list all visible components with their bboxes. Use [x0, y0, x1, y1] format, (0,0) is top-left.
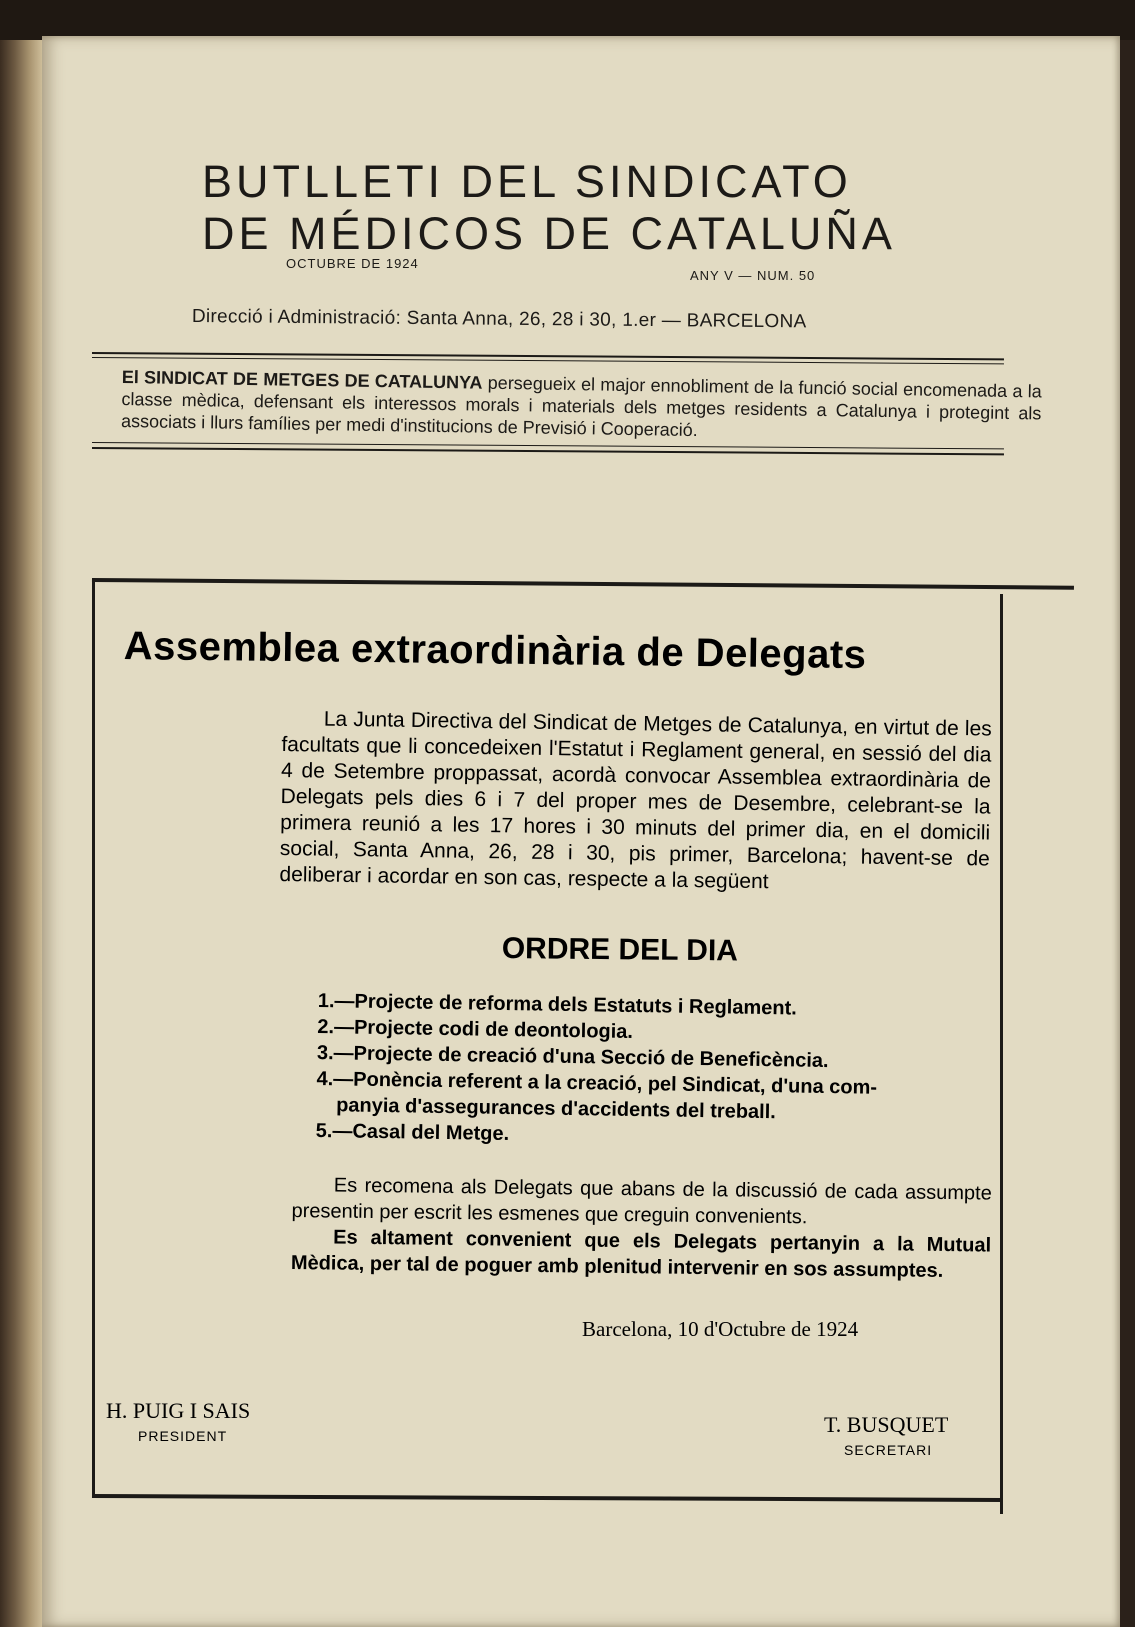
secretary-role: SECRETARI: [844, 1442, 933, 1458]
note-mutual: Es altament convenient que els Delegats pertanyin a la Mutual Mèdica, per tal de poguer amb plenitud intervenir en sos assumptes.: [290, 1226, 992, 1282]
notice-heading: Assemblea extraordinària de Delegats: [123, 624, 867, 678]
issue-date: OCTUBRE DE 1924: [286, 256, 419, 271]
mission-text: persegueix el major ennobliment de la funció social encomenada a la classe mèdica, defensant els interessos morals i materials dels metges residents a Catalunya i protegint als associats i llurs famílies per medi d'institucions de Previsió i Cooperació.: [120, 372, 1042, 441]
issue-number: ANY V — NUM. 50: [690, 268, 816, 283]
notice-border-right: [1000, 594, 1003, 1514]
document-page: [42, 36, 1120, 1627]
agenda-heading: ORDRE DEL DIA: [501, 932, 739, 968]
scan-top-edge: [0, 0, 1135, 40]
president-name: H. PUIG I SAIS: [106, 1398, 251, 1423]
notice-border-top: [92, 578, 1074, 590]
agenda-item: 4.—Ponència referent a la creació, pel Sindicat, d'una com-: [316, 1067, 878, 1099]
agenda-item-continued: panyia d'assegurances d'accidents del treball.: [335, 1094, 776, 1124]
masthead-title-line1: BUTLLETI DEL SINDICATO: [202, 156, 852, 207]
mission-statement: [121, 366, 1042, 446]
notice-border-left: [92, 578, 95, 1496]
agenda-item: 5.—Casal del Metge.: [315, 1119, 510, 1146]
agenda-item: 3.—Projecte de creació d'una Secció de Beneficència.: [316, 1041, 829, 1073]
secretary-name: T. BUSQUET: [824, 1412, 949, 1437]
agenda-item: 1.—Projecte de reforma dels Estatuts i Reglament.: [317, 989, 797, 1020]
signing-date: Barcelona, 10 d'Octubre de 1924: [582, 1317, 859, 1341]
agenda-item: 2.—Projecte codi de deontologia.: [317, 1015, 634, 1043]
note-recommendation: Es recomena als Delegats que abans de la discussió de cada assumpte presentin per escrit les esmenes que creguin convenients.: [291, 1174, 992, 1229]
notice-paragraph: [279, 706, 992, 899]
notice-notes: [291, 1172, 992, 1285]
mission-lead: El SINDICAT DE METGES DE CATALUNYA: [121, 366, 483, 393]
notice-border-bottom: [92, 1494, 1002, 1502]
book-binding: [0, 40, 42, 1627]
address-line: Direcció i Administració: Santa Anna, 26, 28 i 30, 1.er — BARCELONA: [191, 306, 807, 333]
president-role: PRESIDENT: [138, 1428, 228, 1444]
agenda-list: [316, 988, 938, 1154]
masthead-title-line2: DE MÉDICOS DE CATALUÑA: [202, 208, 896, 259]
header-rule-top: [92, 352, 1004, 360]
notice-paragraph-text: La Junta Directiva del Sindicat de Metges de Catalunya, en virtut de les facultats que li concedeixen l'Estatut i Reglament general, en sessió del dia 4 de Setembre proppassat, acordà convocar Assemblea extraordinària de Delegats pels dies 6 i 7 del proper mes de Desembre, celebrant-se la primera reunió a les 17 hores i 30 minuts del primer dia, en el domicili social, Santa Anna, 26, 28 i 30, pis primer, Barcelona; havent-se de deliberar i acordar en son cas, respecte a la següent: [279, 707, 992, 894]
